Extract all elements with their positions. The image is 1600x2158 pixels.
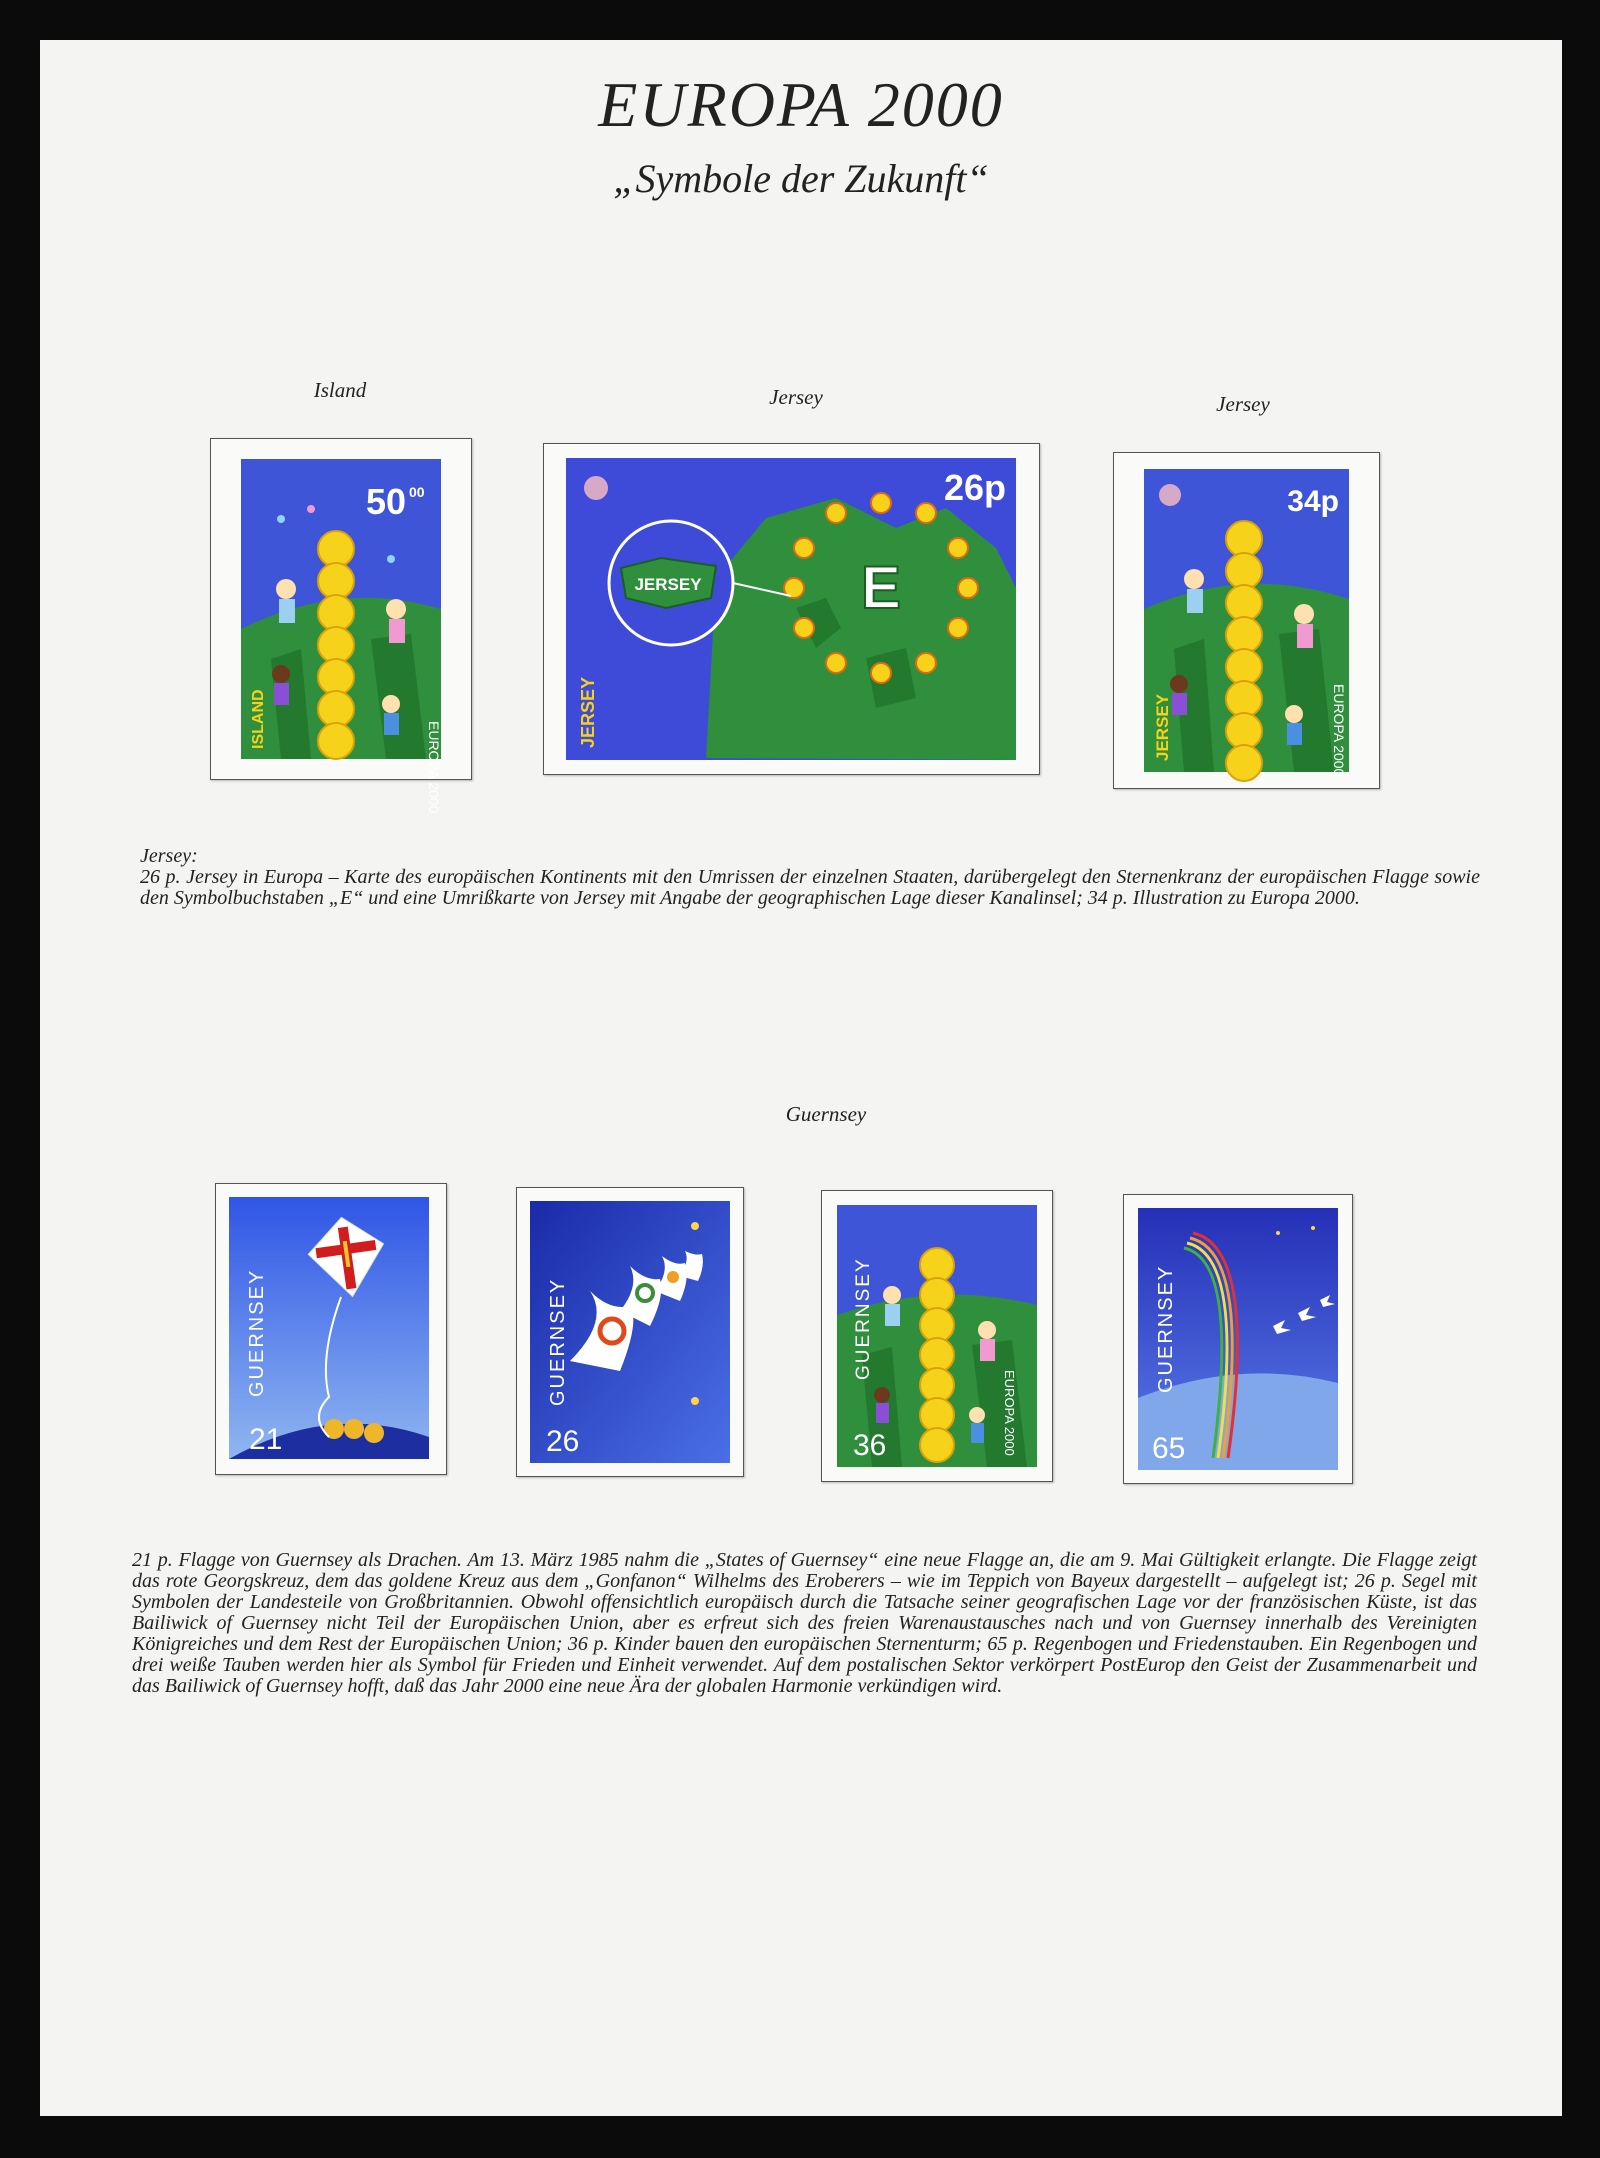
caption-guernsey: Guernsey <box>785 1102 867 1126</box>
stamp-mount-island[interactable] <box>210 438 472 814</box>
island-motif: EUROPA 2000 <box>426 721 442 814</box>
guernsey-description-text: 21 p. Flagge von Guernsey als Drachen. Am 13. März 1985 nahm die „States of Guernsey“ eine neue Flagge an, die am 9. Mai Gültigkeit erlangte. Die Flagge zeigt das rote Georgskreuz, dem das goldene Kreuz aus dem „Gonfanon“ Wilhelms des Eroberers – wie im Teppich von Bayeux dargestellt – aufgelegt ist; 26 p. Segel mit Symbolen der Landesteile von Großbritannien. Obwohl offensichtlich europäisch durch die Tatsache seiner geografischen Lage vor der französischen Küste, ist das Bailiwick of Guernsey nicht Teil der Europäischen Union, aber es erfreut sich des freien Warenaustausches nach und von Guernsey innerhalb des Vereinigten Königreiches und dem Rest der Europäischen Union; 36 p. Kinder bauen den europäischen Sternenturm; 65 p. Regenbogen und Friedenstauben. Ein Regenbogen und drei weiße Tauben werden hier als Symbol für Frieden und Einheit verwendet. Auf dem postalischen Sektor verkörpert PostEurop den Geist der Zusammenarbeit und das Bailiwick of Guernsey hofft, daß das Jahr 2000 eine neue Ära der globalen Harmonie verkündigen wird. <box>132 1549 1477 1697</box>
stamp-jersey-34-artwork <box>1144 469 1349 777</box>
guernsey-36-motif: EUROPA 2000 <box>1002 1370 1017 1456</box>
jersey-description-text: 26 p. Jersey in Europa – Karte des europäischen Kontinents mit den Umrissen der einzelnen Staaten, darübergelegt den Sternenkranz der europäischen Flagge sowie den Symbolbuchstaben „E“ und eine Umrißkarte von Jersey mit Angabe der geographischen Lage dieser Kanalinsel; 34 p. Illustration zu Europa 2000. <box>140 866 1480 909</box>
stamp-guernsey-36[interactable] <box>837 1205 1037 1467</box>
stamp-guernsey-26-artwork <box>530 1201 730 1463</box>
jersey-e-letter: E <box>860 554 902 621</box>
stamp-guernsey-21-artwork <box>229 1197 429 1459</box>
album-page <box>40 40 1562 2116</box>
guernsey-65-value: 65 <box>1152 1432 1186 1465</box>
stamp-mount-jersey-26[interactable] <box>543 443 1040 775</box>
jersey-description-heading: Jersey: <box>140 845 198 867</box>
stamp-guernsey-26[interactable] <box>530 1201 730 1463</box>
guernsey-description <box>132 1550 1477 1697</box>
jersey-26-value: 26p <box>943 467 1006 508</box>
stamp-mount-guernsey-65[interactable] <box>1123 1194 1353 1484</box>
stamp-guernsey-65[interactable] <box>1138 1208 1338 1470</box>
island-country: ISLAND <box>250 689 267 749</box>
jersey-34-country: JERSEY <box>1153 693 1172 761</box>
jersey-34-value: 34p <box>1287 485 1339 518</box>
guernsey-36-country: GUERNSEY <box>853 1257 874 1380</box>
guernsey-36-value: 36 <box>853 1429 887 1462</box>
page-subtitle: „Symbole der Zukunft“ <box>613 156 989 201</box>
guernsey-26-country: GUERNSEY <box>547 1277 569 1406</box>
stamp-jersey-26p[interactable] <box>566 458 1016 760</box>
stamp-mount-jersey-34[interactable] <box>1113 452 1380 789</box>
stamp-island-artwork <box>241 459 442 814</box>
caption-jersey-2: Jersey <box>1216 392 1270 416</box>
island-value-cents: 00 <box>409 484 425 500</box>
jersey-map-label: JERSEY <box>634 575 702 594</box>
guernsey-21-value: 21 <box>249 1423 283 1456</box>
stamp-mount-guernsey-26[interactable] <box>516 1187 744 1477</box>
stamp-guernsey-21[interactable] <box>229 1197 429 1459</box>
stamp-jersey-34p[interactable] <box>1144 469 1349 777</box>
stamp-guernsey-65-artwork <box>1138 1208 1338 1470</box>
guernsey-26-value: 26 <box>546 1425 580 1458</box>
guernsey-65-country: GUERNSEY <box>1155 1264 1177 1393</box>
page-title: EUROPA 2000 <box>598 69 1004 140</box>
stamp-mount-guernsey-36[interactable] <box>821 1190 1053 1482</box>
caption-jersey-1: Jersey <box>769 385 823 409</box>
stamp-guernsey-36-artwork <box>837 1205 1037 1467</box>
stamp-island-50[interactable] <box>241 459 442 814</box>
jersey-26-country: JERSEY <box>578 676 598 748</box>
jersey-description <box>140 846 1480 909</box>
island-value: 50 <box>365 481 406 522</box>
stamp-mount-guernsey-21[interactable] <box>215 1183 447 1475</box>
guernsey-21-country: GUERNSEY <box>246 1268 268 1397</box>
caption-island: Island <box>313 378 367 402</box>
jersey-34-motif: EUROPA 2000 <box>1331 684 1347 777</box>
stamp-jersey-26-artwork <box>566 458 1016 760</box>
